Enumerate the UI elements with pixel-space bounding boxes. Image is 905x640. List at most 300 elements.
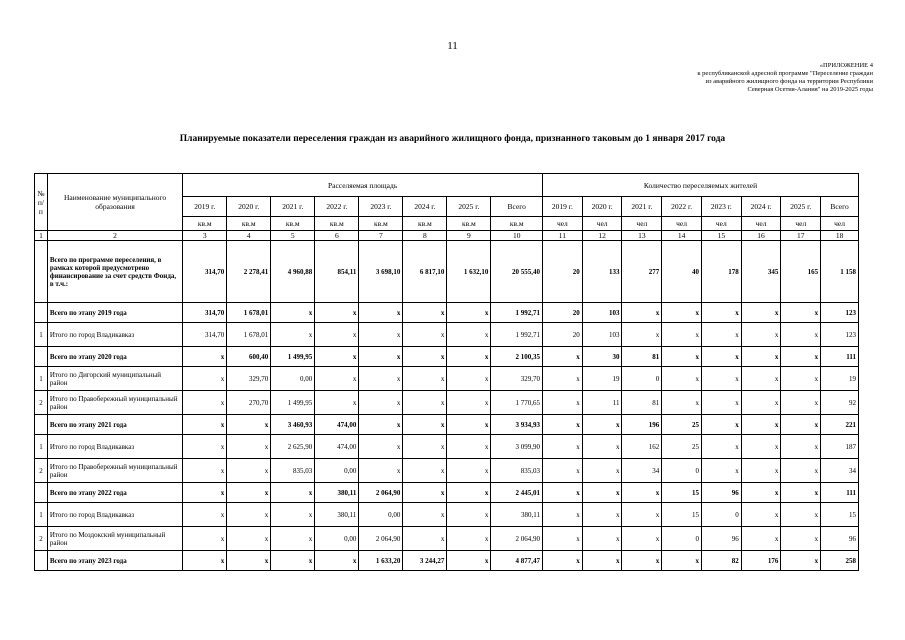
row-number: 2 — [35, 459, 48, 483]
people-cell: x — [543, 459, 583, 483]
area-cell: x — [359, 323, 403, 347]
area-cell: x — [359, 391, 403, 415]
row-number: 1 — [35, 367, 48, 391]
area-cell: 314,70 — [183, 323, 227, 347]
people-cell: 92 — [821, 391, 859, 415]
header-unit: кв.м — [403, 217, 447, 231]
area-cell: x — [183, 347, 227, 367]
column-number: 1 — [35, 231, 48, 241]
area-cell: 2 064,90 — [359, 527, 403, 551]
people-cell: 96 — [701, 527, 741, 551]
area-cell: x — [403, 303, 447, 323]
summary-row — [35, 347, 859, 367]
people-cell: 187 — [821, 435, 859, 459]
area-cell: x — [271, 483, 315, 503]
people-cell: x — [662, 347, 702, 367]
people-cell: x — [701, 303, 741, 323]
people-cell: x — [622, 303, 662, 323]
header-year: 2025 г. — [781, 197, 821, 217]
row-number: 1 — [35, 503, 48, 527]
area-cell: x — [403, 347, 447, 367]
people-cell: x — [543, 367, 583, 391]
area-cell: 3 244,27 — [403, 551, 447, 571]
people-cell: x — [622, 551, 662, 571]
area-cell: 4 960,88 — [271, 241, 315, 303]
area-cell: 0,00 — [271, 367, 315, 391]
people-cell: 20 — [543, 303, 583, 323]
people-cell: 30 — [582, 347, 622, 367]
area-cell: x — [315, 347, 359, 367]
people-cell: 81 — [622, 391, 662, 415]
area-cell: 1 499,95 — [271, 391, 315, 415]
area-cell: 2 625,90 — [271, 435, 315, 459]
area-cell: x — [183, 367, 227, 391]
header-year: 2020 г. — [582, 197, 622, 217]
people-cell: 178 — [701, 241, 741, 303]
area-cell: x — [359, 303, 403, 323]
people-cell: x — [701, 323, 741, 347]
people-cell: x — [701, 415, 741, 435]
area-cell: 1 770,65 — [491, 391, 543, 415]
people-cell: x — [662, 551, 702, 571]
area-cell: x — [271, 323, 315, 347]
area-cell: x — [403, 503, 447, 527]
table-row — [35, 367, 859, 391]
table-row — [35, 527, 859, 551]
column-number: 18 — [821, 231, 859, 241]
area-cell: 3 698,10 — [359, 241, 403, 303]
area-cell: 835,03 — [271, 459, 315, 483]
area-cell: 1 678,01 — [227, 323, 271, 347]
people-cell: x — [701, 459, 741, 483]
area-cell: 3 099,90 — [491, 435, 543, 459]
people-cell: x — [781, 415, 821, 435]
area-cell: 2 064,90 — [359, 483, 403, 503]
area-cell: x — [403, 415, 447, 435]
table-row — [35, 435, 859, 459]
area-cell: x — [183, 527, 227, 551]
people-cell: 19 — [582, 367, 622, 391]
area-cell: 3 460,93 — [271, 415, 315, 435]
header-area-group: Расселяемая площадь — [183, 174, 543, 197]
header-unit: чел — [662, 217, 702, 231]
people-cell: x — [662, 303, 702, 323]
table-row — [35, 503, 859, 527]
people-cell: 103 — [582, 303, 622, 323]
header-year: 2021 г. — [271, 197, 315, 217]
document-title: Планируемые показатели переселения граждан из аварийного жилищного фонда, признанного таковым до 1 января 2017 года — [179, 134, 726, 144]
summary-row — [35, 303, 859, 323]
header-unit: чел — [701, 217, 741, 231]
people-cell: x — [543, 551, 583, 571]
summary-row — [35, 415, 859, 435]
people-cell: x — [622, 503, 662, 527]
area-cell: x — [403, 527, 447, 551]
resettlement-table — [34, 173, 859, 571]
column-number: 7 — [359, 231, 403, 241]
area-cell: x — [403, 483, 447, 503]
column-number: 17 — [781, 231, 821, 241]
header-year: 2025 г. — [447, 197, 491, 217]
area-cell: 2 278,41 — [227, 241, 271, 303]
area-cell: 600,40 — [227, 347, 271, 367]
people-cell: 25 — [662, 435, 702, 459]
people-cell: x — [781, 347, 821, 367]
area-cell: x — [447, 483, 491, 503]
row-name: Всего по этапу 2020 года — [47, 347, 182, 367]
people-cell: x — [781, 323, 821, 347]
area-cell: 474,00 — [315, 435, 359, 459]
people-cell: x — [781, 483, 821, 503]
area-cell: 2 064,90 — [491, 527, 543, 551]
appendix-line: «ПРИЛОЖЕНИЕ 4 — [819, 62, 873, 69]
people-cell: x — [781, 459, 821, 483]
people-cell: x — [701, 347, 741, 367]
header-unit: кв.м — [271, 217, 315, 231]
column-number: 6 — [315, 231, 359, 241]
area-cell: x — [183, 435, 227, 459]
area-cell: 380,11 — [315, 503, 359, 527]
area-cell: 329,70 — [491, 367, 543, 391]
area-cell: 270,70 — [227, 391, 271, 415]
people-cell: x — [701, 391, 741, 415]
row-number — [35, 483, 48, 503]
area-cell: x — [359, 347, 403, 367]
page-number: 11 — [447, 40, 458, 52]
people-cell: 15 — [821, 503, 859, 527]
people-cell: x — [741, 435, 781, 459]
people-cell: 15 — [662, 483, 702, 503]
people-cell: 258 — [821, 551, 859, 571]
people-cell: 111 — [821, 483, 859, 503]
area-cell: 2 445,01 — [491, 483, 543, 503]
people-cell: x — [701, 435, 741, 459]
area-cell: x — [315, 303, 359, 323]
area-cell: x — [403, 367, 447, 391]
row-name: Всего по этапу 2019 года — [47, 303, 182, 323]
area-cell: 20 555,40 — [491, 241, 543, 303]
row-number — [35, 347, 48, 367]
row-name: Всего по этапу 2022 года — [47, 483, 182, 503]
row-number: 1 — [35, 435, 48, 459]
people-cell: 20 — [543, 323, 583, 347]
area-cell: x — [315, 367, 359, 391]
people-cell: x — [741, 391, 781, 415]
people-cell: x — [781, 527, 821, 551]
people-cell: 196 — [622, 415, 662, 435]
area-cell: x — [227, 415, 271, 435]
row-number — [35, 415, 48, 435]
people-cell: 123 — [821, 303, 859, 323]
row-name: Итого по Правобережный муниципальный район — [47, 391, 182, 415]
row-name: Итого по Дигорский муниципальный район — [47, 367, 182, 391]
area-cell: 854,11 — [315, 241, 359, 303]
area-cell: 0,00 — [359, 503, 403, 527]
people-cell: 11 — [582, 391, 622, 415]
area-cell: 1 992,71 — [491, 303, 543, 323]
people-cell: x — [582, 483, 622, 503]
people-cell: x — [781, 391, 821, 415]
area-cell: x — [315, 551, 359, 571]
header-unit: кв.м — [359, 217, 403, 231]
header-people-group: Количество переселяемых жителей — [543, 174, 859, 197]
area-cell: x — [359, 415, 403, 435]
people-cell: 277 — [622, 241, 662, 303]
people-cell: x — [582, 503, 622, 527]
area-cell: x — [447, 323, 491, 347]
people-cell: x — [781, 303, 821, 323]
area-cell: x — [227, 527, 271, 551]
area-cell: 0,00 — [315, 459, 359, 483]
column-number: 4 — [227, 231, 271, 241]
people-cell: x — [543, 347, 583, 367]
people-cell: 20 — [543, 241, 583, 303]
area-cell: x — [183, 483, 227, 503]
people-cell: x — [741, 483, 781, 503]
people-cell: x — [582, 415, 622, 435]
header-year: 2020 г. — [227, 197, 271, 217]
people-cell: 96 — [821, 527, 859, 551]
row-name: Всего по этапу 2021 года — [47, 415, 182, 435]
header-unit: чел — [543, 217, 583, 231]
area-cell: x — [183, 415, 227, 435]
people-cell: 221 — [821, 415, 859, 435]
people-cell: x — [662, 367, 702, 391]
row-name: Итого по город Владикавказ — [47, 503, 182, 527]
area-cell: 0,00 — [315, 527, 359, 551]
area-cell: 1 992,71 — [491, 323, 543, 347]
row-number: 2 — [35, 391, 48, 415]
area-cell: x — [447, 551, 491, 571]
area-cell: x — [271, 303, 315, 323]
area-cell: 474,00 — [315, 415, 359, 435]
header-row-groups — [35, 174, 859, 197]
area-cell: x — [447, 415, 491, 435]
column-number: 3 — [183, 231, 227, 241]
people-cell: x — [582, 435, 622, 459]
area-cell: x — [227, 503, 271, 527]
people-cell: 0 — [622, 367, 662, 391]
area-cell: 314,70 — [183, 241, 227, 303]
row-name: Итого по Правобережный муниципальный район — [47, 459, 182, 483]
area-cell: 380,11 — [315, 483, 359, 503]
area-cell: x — [447, 503, 491, 527]
area-cell: 314,70 — [183, 303, 227, 323]
people-cell: x — [662, 391, 702, 415]
people-cell: 0 — [701, 503, 741, 527]
people-cell: x — [781, 503, 821, 527]
table-row — [35, 391, 859, 415]
column-number: 15 — [701, 231, 741, 241]
row-name: Итого по Моздокский муниципальный район — [47, 527, 182, 551]
people-cell: 25 — [662, 415, 702, 435]
area-cell: x — [183, 551, 227, 571]
area-cell: 329,70 — [227, 367, 271, 391]
people-cell: x — [741, 503, 781, 527]
header-unit: кв.м — [315, 217, 359, 231]
people-cell: x — [543, 391, 583, 415]
area-cell: x — [227, 483, 271, 503]
people-cell: 0 — [662, 459, 702, 483]
area-cell: x — [447, 347, 491, 367]
appendix-line: из аварийного жилищного фонда на территории Республики — [705, 78, 873, 85]
people-cell: x — [741, 459, 781, 483]
area-cell: x — [315, 323, 359, 347]
area-cell: x — [403, 435, 447, 459]
people-cell: 96 — [701, 483, 741, 503]
area-cell: 1 499,95 — [271, 347, 315, 367]
people-cell: 34 — [821, 459, 859, 483]
people-cell: 176 — [741, 551, 781, 571]
header-unit: чел — [741, 217, 781, 231]
people-cell: 0 — [662, 527, 702, 551]
header-name: Наименование муниципального образования — [47, 174, 182, 231]
area-cell: x — [315, 391, 359, 415]
people-cell: 123 — [821, 323, 859, 347]
row-name: Всего по программе переселения, в рамках которой предусмотрено финансирование за счет средств Фонда, в т.ч.: — [47, 241, 182, 303]
area-cell: x — [447, 527, 491, 551]
people-cell: 19 — [821, 367, 859, 391]
row-name: Итого по город Владикавказ — [47, 435, 182, 459]
header-num: № п/п — [35, 174, 48, 231]
appendix-note — [613, 62, 873, 94]
column-number: 5 — [271, 231, 315, 241]
people-cell: x — [741, 527, 781, 551]
column-number: 2 — [47, 231, 182, 241]
header-unit: кв.м — [491, 217, 543, 231]
area-cell: 6 817,10 — [403, 241, 447, 303]
appendix-line: Северная Осетия-Алания" на 2019-2025 годы — [747, 86, 873, 93]
people-cell: 82 — [701, 551, 741, 571]
people-cell: x — [781, 367, 821, 391]
area-cell: 2 100,35 — [491, 347, 543, 367]
area-cell: 835,03 — [491, 459, 543, 483]
people-cell: x — [622, 323, 662, 347]
people-cell: x — [543, 503, 583, 527]
area-cell: x — [359, 435, 403, 459]
header-year: 2021 г. — [622, 197, 662, 217]
header-unit: кв.м — [227, 217, 271, 231]
people-cell: 81 — [622, 347, 662, 367]
area-cell: x — [403, 323, 447, 347]
header-unit: чел — [821, 217, 859, 231]
row-number: 1 — [35, 323, 48, 347]
area-cell: 1 678,01 — [227, 303, 271, 323]
area-cell: x — [447, 459, 491, 483]
people-cell: x — [622, 527, 662, 551]
area-cell: x — [447, 435, 491, 459]
summary-row — [35, 241, 859, 303]
area-cell: x — [359, 367, 403, 391]
area-cell: x — [403, 459, 447, 483]
people-cell: x — [543, 527, 583, 551]
column-number: 8 — [403, 231, 447, 241]
people-cell: x — [622, 483, 662, 503]
area-cell: 4 877,47 — [491, 551, 543, 571]
column-number: 12 — [582, 231, 622, 241]
area-cell: x — [447, 391, 491, 415]
area-cell: x — [271, 527, 315, 551]
header-year: 2023 г. — [701, 197, 741, 217]
column-number: 9 — [447, 231, 491, 241]
row-number — [35, 551, 48, 571]
row-number — [35, 241, 48, 303]
area-cell: 380,11 — [491, 503, 543, 527]
people-cell: x — [741, 303, 781, 323]
people-cell: 165 — [781, 241, 821, 303]
people-cell: x — [781, 551, 821, 571]
people-cell: x — [741, 367, 781, 391]
summary-row — [35, 483, 859, 503]
header-unit: чел — [781, 217, 821, 231]
header-year: 2024 г. — [741, 197, 781, 217]
header-year: 2022 г. — [662, 197, 702, 217]
column-number: 10 — [491, 231, 543, 241]
people-cell: x — [543, 435, 583, 459]
area-cell: 3 934,93 — [491, 415, 543, 435]
column-number: 11 — [543, 231, 583, 241]
people-cell: x — [781, 435, 821, 459]
area-cell: x — [447, 303, 491, 323]
row-name: Итого по город Владикавказ — [47, 323, 182, 347]
header-year: Всего — [491, 197, 543, 217]
people-cell: x — [543, 483, 583, 503]
area-cell: x — [447, 367, 491, 391]
area-cell: x — [183, 459, 227, 483]
people-cell: 133 — [582, 241, 622, 303]
people-cell: 103 — [582, 323, 622, 347]
row-number: 2 — [35, 527, 48, 551]
people-cell: 34 — [622, 459, 662, 483]
area-cell: x — [227, 435, 271, 459]
header-year: 2024 г. — [403, 197, 447, 217]
area-cell: x — [227, 459, 271, 483]
header-year: Всего — [821, 197, 859, 217]
header-unit: чел — [622, 217, 662, 231]
people-cell: x — [543, 415, 583, 435]
row-number — [35, 303, 48, 323]
area-cell: x — [271, 551, 315, 571]
header-unit: кв.м — [447, 217, 491, 231]
header-unit: кв.м — [183, 217, 227, 231]
people-cell: x — [701, 367, 741, 391]
people-cell: x — [582, 551, 622, 571]
people-cell: 15 — [662, 503, 702, 527]
area-cell: x — [183, 391, 227, 415]
area-cell: x — [359, 459, 403, 483]
area-cell: x — [227, 551, 271, 571]
people-cell: 162 — [622, 435, 662, 459]
people-cell: x — [582, 459, 622, 483]
people-cell: x — [741, 347, 781, 367]
column-number: 13 — [622, 231, 662, 241]
area-cell: 1 632,10 — [447, 241, 491, 303]
area-cell: x — [271, 503, 315, 527]
table-row — [35, 323, 859, 347]
people-cell: x — [741, 323, 781, 347]
area-cell: 1 633,20 — [359, 551, 403, 571]
header-year: 2019 г. — [183, 197, 227, 217]
row-name: Всего по этапу 2023 года — [47, 551, 182, 571]
area-cell: x — [183, 503, 227, 527]
people-cell: 40 — [662, 241, 702, 303]
area-cell: x — [403, 391, 447, 415]
people-cell: x — [662, 323, 702, 347]
table-row — [35, 459, 859, 483]
column-number: 16 — [741, 231, 781, 241]
header-unit: чел — [582, 217, 622, 231]
appendix-line: к республиканской адресной программе "Переселение граждан — [697, 70, 873, 77]
